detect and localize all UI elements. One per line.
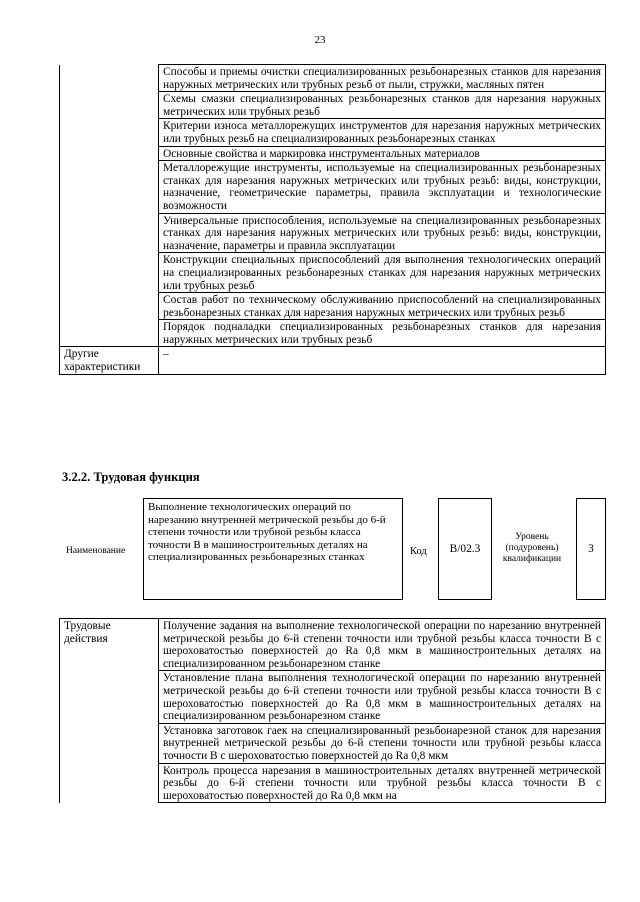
row-label-empty bbox=[60, 293, 159, 320]
page-number: 23 bbox=[314, 34, 326, 46]
table-row bbox=[60, 619, 606, 671]
table-row bbox=[60, 320, 606, 347]
knowledge-item: Металлорежущие инструменты, используемые на специализированных резьбонарезных станках для нарезания наружных метрических или трубных резьб: виды, конструкции, назначение, геометрические параметры, правила эксплуатации и технологические возможности bbox=[159, 161, 606, 213]
knowledge-item: Конструкции специальных приспособлений для выполнения технологических операций на специализированных резьбонарезных станках для нарезания наружных метрических или трубных резьб bbox=[159, 253, 606, 293]
knowledge-item: Основные свойства и маркировка инструментальных материалов bbox=[159, 146, 606, 161]
action-item: Установка заготовок гаек на специализированный резьбонарезной станок для нарезания внутренней метрической резьбы до 6-й степени точности или трубной резьбы класса точности В с шероховатостью поверхностей до Ra 0,8 мкм bbox=[159, 723, 606, 763]
row-label-empty bbox=[60, 146, 159, 161]
table-row bbox=[60, 253, 606, 293]
row-label-empty bbox=[60, 65, 159, 92]
action-item: Получение задания на выполнение технологической операции по нарезанию внутренней метрической резьбы до 6-й степени точности или трубной резьбы класса точности В с шероховатостью поверхностей до Ra 0,8 мкм в машиностроительных деталях на специализированном резьбонарезном станке bbox=[159, 619, 606, 671]
row-label-empty bbox=[60, 320, 159, 347]
knowledge-item: Способы и приемы очистки специализированных резьбонарезных станков для нарезания наружных метрических или трубных резьб от пыли, стружки, масляных пятен bbox=[159, 65, 606, 92]
knowledge-item: Схемы смазки специализированных резьбонарезных станков для нарезания наружных метрических или трубных резьб bbox=[159, 92, 606, 119]
table-row bbox=[60, 347, 606, 374]
code-value: В/02.3 bbox=[438, 498, 492, 600]
knowledge-item: Универсальные приспособления, используемые на специализированных резьбонарезных станках для нарезания наружных метрических или трубных резьб: виды, конструкции, назначение, параметры и правила эксплуатации bbox=[159, 213, 606, 253]
other-value: – bbox=[159, 347, 606, 374]
row-label-empty bbox=[60, 213, 159, 253]
knowledge-item: Критерии износа металлорежущих инструментов для нарезания наружных метрических или трубных резьб на специализированных резьбонарезных станках bbox=[159, 119, 606, 146]
row-label-empty bbox=[60, 671, 159, 723]
knowledge-item: Порядок подналадки специализированных резьбонарезных станков для нарезания наружных метрических или трубных резьб bbox=[159, 320, 606, 347]
action-item: Контроль процесса нарезания в машиностроительных деталях внутренней метрической резьбы до 6-й степени точности или трубной резьбы класса точности В с шероховатостью поверхностей до Ra 0,8 мкм на bbox=[159, 763, 606, 803]
table-row bbox=[60, 119, 606, 146]
section-heading: 3.2.2. Трудовая функция bbox=[62, 470, 200, 484]
level-value: 3 bbox=[576, 498, 606, 600]
table-row bbox=[60, 763, 606, 803]
actions-table bbox=[59, 618, 606, 803]
actions-label: Трудовые действия bbox=[60, 619, 159, 671]
table-row bbox=[60, 65, 606, 92]
code-label: Код bbox=[410, 546, 427, 557]
action-item: Установление плана выполнения технологической операции по нарезанию внутренней метрической резьбы до 6-й степени точности или трубной резьбы класса точности В с шероховатостью поверхностей до Ra 0,8 мкм в машиностроительных деталях на специализированном резьбонарезном станке bbox=[159, 671, 606, 723]
table-row bbox=[60, 213, 606, 253]
other-label: Другие характеристики bbox=[60, 347, 159, 374]
table-row bbox=[60, 723, 606, 763]
table-row bbox=[60, 293, 606, 320]
row-label-empty bbox=[60, 92, 159, 119]
row-label-empty bbox=[60, 763, 159, 803]
knowledge-item: Состав работ по техническому обслуживанию приспособлений на специализированных резьбонарезных станках для нарезания наружных метрических или трубных резьб bbox=[159, 293, 606, 320]
row-label-empty bbox=[60, 161, 159, 213]
table-row bbox=[60, 671, 606, 723]
row-label-empty bbox=[60, 253, 159, 293]
table-row bbox=[60, 146, 606, 161]
row-label-empty bbox=[60, 723, 159, 763]
name-label: Наименование bbox=[66, 546, 126, 556]
table-row bbox=[60, 92, 606, 119]
knowledge-table bbox=[59, 64, 606, 375]
level-label: Уровень (подуровень) квалификации bbox=[502, 532, 562, 564]
row-label-empty bbox=[60, 119, 159, 146]
function-name: Выполнение технологических операций по нарезанию внутренней метрической резьбы до 6-й степени точности или трубной резьбы класса точности В в машиностроительных деталях на специализированных резьбонарезных станках bbox=[143, 498, 403, 600]
table-row bbox=[60, 161, 606, 213]
